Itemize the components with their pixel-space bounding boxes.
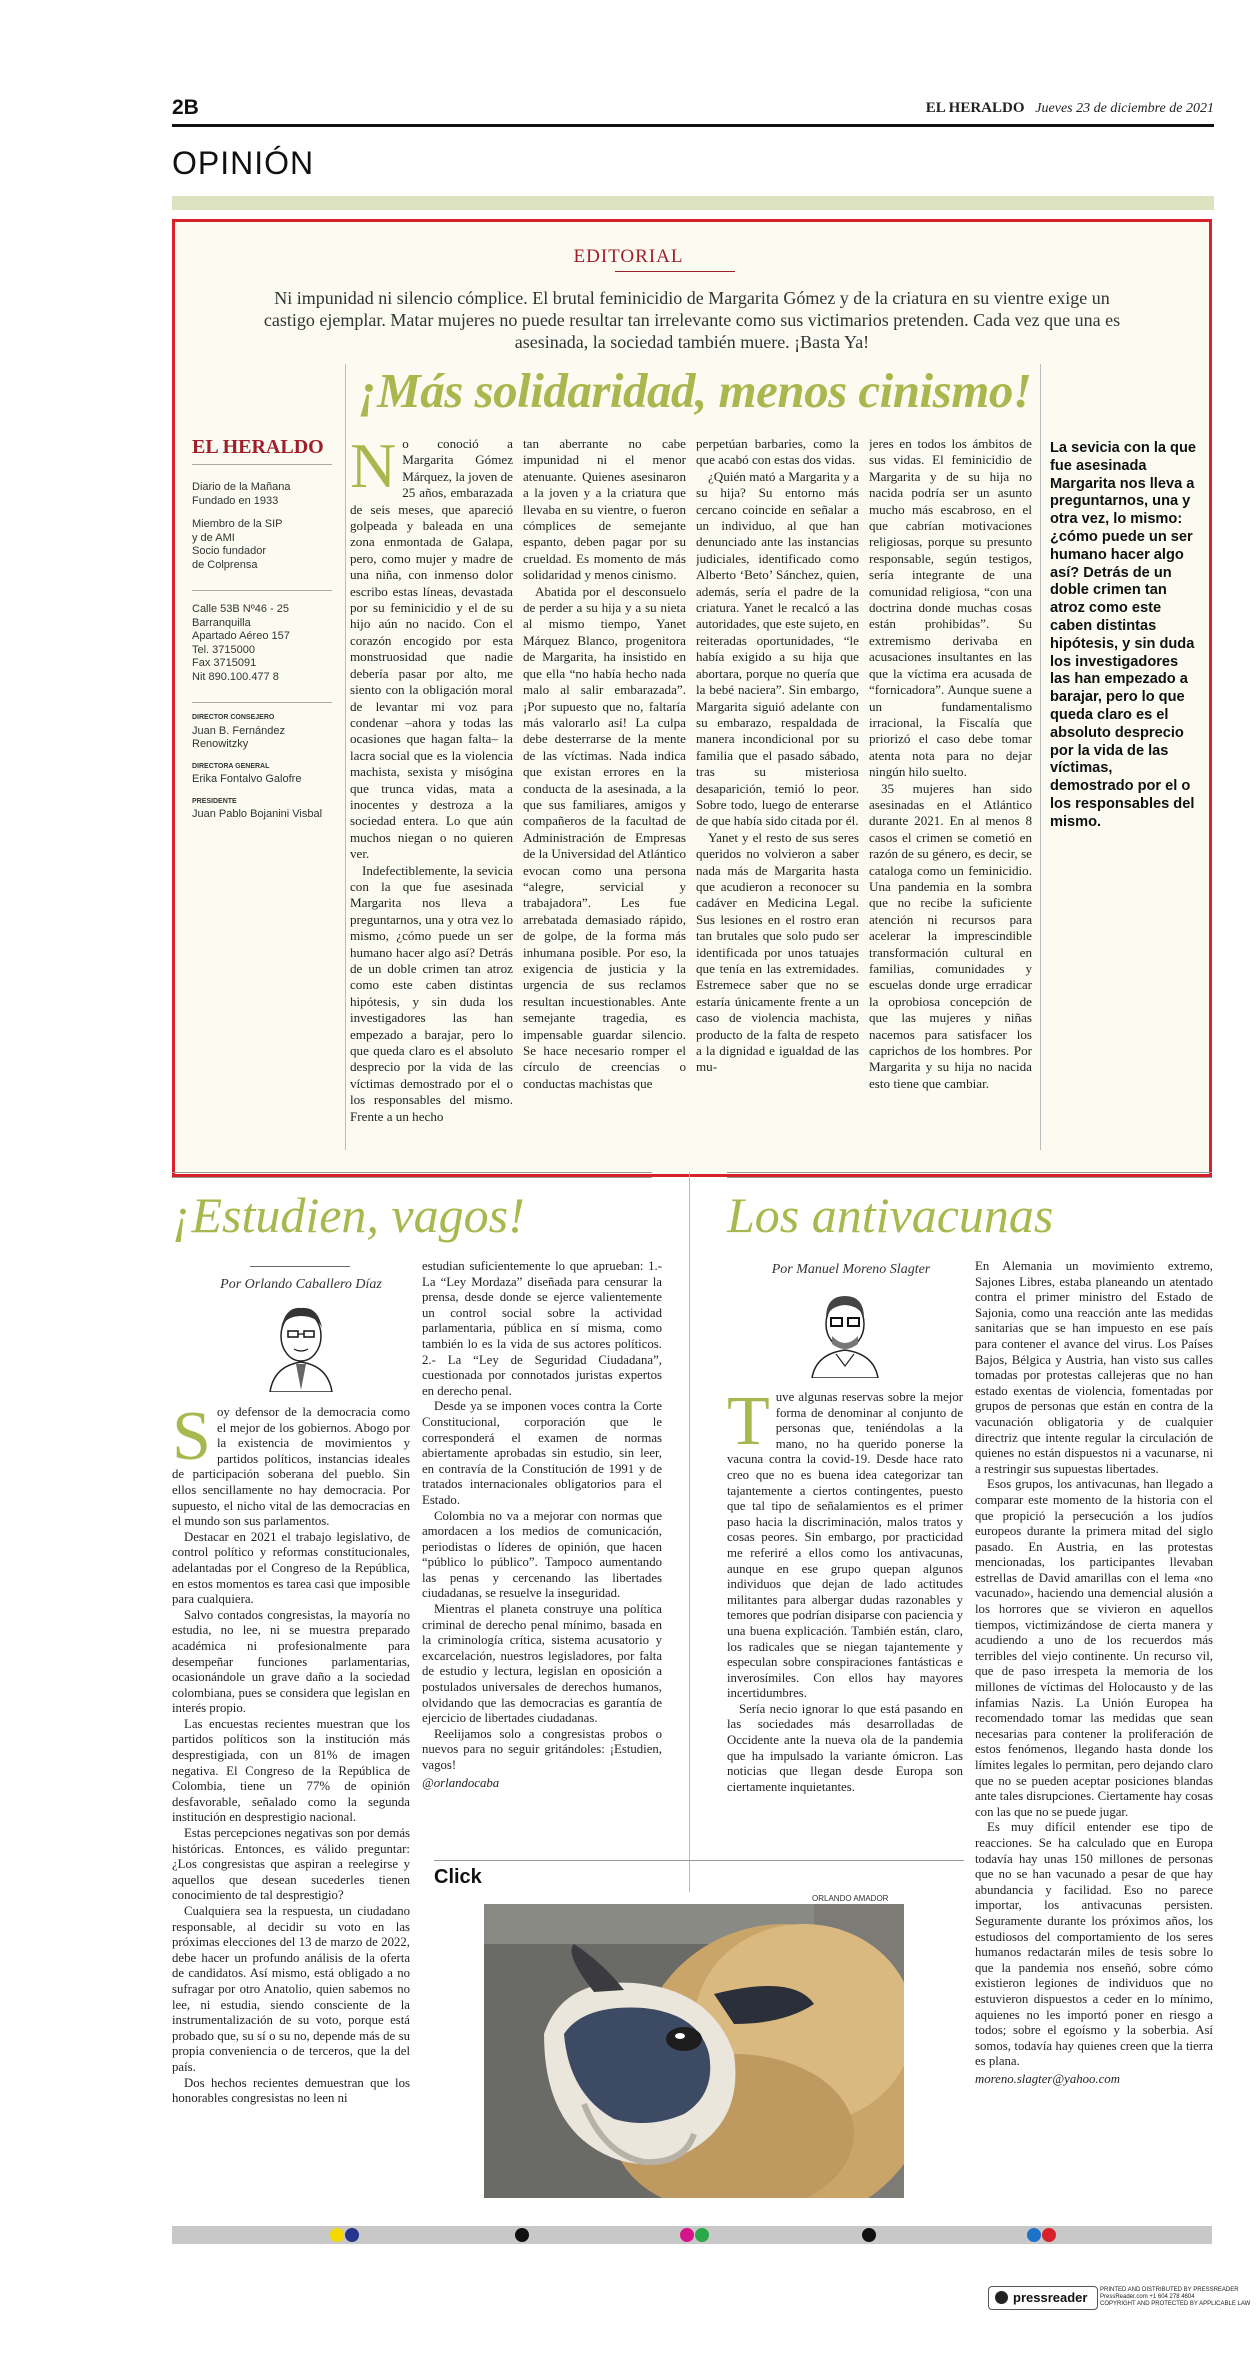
newspaper-name: EL HERALDO [925, 100, 1025, 116]
editorial-paragraph: tan aberrante no cabe impunidad ni el menor atenuante. Quienes asesinaron a la joven y a la criatura que llevaba en su vientre, o fueron cómplices de semejante espanto, deben pagar por su crueldad. Es momento de más solidaridad y menos cinismo. [523, 436, 686, 583]
registration-dot-magenta [680, 2228, 694, 2242]
masthead-line: Socio fundador [192, 545, 266, 557]
editorial-paragraph: o conoció a Margarita Gómez Márquez, la joven de 25 años, embarazada de seis meses, que apareció golpeada y baleada en una zona enmontada de Galapa, pero, como mujer y madre de una niña, con inmenso dolor escribo estas líneas, devastada por su feminicidio y el de su hijo aún no nacido. Con el corazón encogido por esta monstruosidad que nadie debería pasar por alto, me siento con la obligación moral de levantar mi voz para condenar –ahora y todas las ocasiones que hagan falta– la lacra social que es la violencia machista, sexista y misógina que trunca vidas, mata a inocentes y destroza a la sociedad entera. Lo que aún muchos niegan o no quieren ver. [350, 436, 513, 862]
author-portrait-caballero [262, 1300, 340, 1392]
section-green-band [172, 196, 1214, 210]
column-left-byline: Por Orlando Caballero Díaz [220, 1277, 382, 1292]
column-paragraph: estudian suficientemente lo que aprueban: 1.- La “Ley Mordaza” diseñada para censurar la prensa, desde donde se ejerce valientemente un control social sobre la actividad parlamentaria, pública en sí misma, como también lo es la vida de sus actores políticos. 2.- La “Ley de Seguridad Ciudadana”, cuestionada por connotados juristas expertos en derecho penal. [422, 1259, 662, 1398]
column-paragraph: oy defensor de la democracia como el mejor de los gobiernos. Abogo por la existencia de movimientos y partidos políticos, instancias ideales de participación soberana del pueblo. Sin ellos sencillamente no hay democracia. Por supuesto, el nicho vital de las democracias en el mundo son sus parlamentos. [172, 1405, 410, 1529]
staff-name: Juan Pablo Bojanini Visbal [192, 808, 323, 820]
sheep-photo [484, 1904, 904, 2198]
column-paragraph: Destacar en 2021 el trabajo legislativo, de control político y reformas constitucionales, adelantadas por el Congreso de la República, en estos momentos es tarea casi que imposible para cualquiera. [172, 1529, 410, 1607]
staff-name: Erika Fontalvo Galofre [192, 773, 302, 785]
editorial-paragraph: ¿Quién mató a Margarita y a su hija? Su entorno más cercano coincide en señalar a un individuo, al que han denunciado ante las instancias judiciales, identificado como Alberto ‘Beto’ Sánchez, quien, además, sería el padre de la criatura. Yanet le recalcó a las autoridades, que este sujeto, en reiteradas oportunidades, “le había exigido a su hija que abortara, porque no quería que la bebé naciera”. Sin embargo, Margarita siguió adelante con su embarazo, respaldada de manera incondicional por su familia que el pasado sábado, tras su misteriosa desaparición, temió lo peor. Sobre todo, luego de enterarse de que había sido citada por él. [696, 468, 859, 829]
issue-date: Jueves 23 de diciembre de 2021 [1035, 101, 1214, 116]
header-rule [172, 124, 1214, 127]
column-left-dropcap: S [172, 1405, 211, 1475]
masthead-line: y de AMI [192, 531, 235, 544]
editorial-column-2 [523, 436, 686, 1148]
editorial-deck: Ni impunidad ni silencio cómplice. El brutal feminicidio de Margarita Gómez y de la criatura en su vientre exige un castigo ejemplar. Matar mujeres no puede resultar tan irrelevante como sus victimarios pretenden. Cada vez que una es asesinada, la sociedad también muere. ¡Basta Ya! [263, 288, 1121, 352]
masthead-name: EL HERALDO [192, 436, 324, 458]
column-left-body-1 [172, 1405, 410, 2165]
masthead-line: de Colprensa [192, 558, 258, 571]
headline-rule-left [345, 364, 346, 1150]
column-paragraph: Mientras el planeta construye una política criminal de derecho penal mínimo, basada en la criminología crítica, sistema acusatorio y excarcelación, nuestros legisladores, por falta de estudio y lectura, legislan en oposición a postulados universales de derechos humanos, olvidando que las democracias es garantía de ejercicio de libertades ciudadanas. [422, 1602, 662, 1726]
editorial-paragraph: 35 mujeres han sido asesinadas en el Atlántico durante 2021. En al menos 8 casos el crimen se cometió en razón de su género, es decir, se cataloga como un feminicidio. Una pandemia en la sombra que no recibe la suficiente atención ni recursos para acelerar la imprescindible transformación cultural en familias, comunidades y escuelas donde urge erradicar la oprobiosa concepción de que las mujeres y niñas nacemos para satisfacer los caprichos de los hombres. Por Margarita y su hija no nacida esto tiene que cambiar. [869, 780, 1032, 1091]
column-left-title: ¡Estudien, vagos! [172, 1187, 525, 1243]
staff-role: DIRECTOR CONSEJERO [192, 714, 275, 721]
registration-dot-red [1042, 2228, 1056, 2242]
click-top-rule [434, 1860, 964, 1861]
editorial-paragraph: Indefectiblemente, la sevicia con la que fue asesinada Margarita nos lleva a preguntarnos, una y otra vez lo mismo, ¿cómo puede un ser humano hacer algo así? Detrás de un doble crimen tan atroz como este caben distintas hipótesis, y sin duda los investigadores las han empezado a barajar, pero lo que queda claro es el absoluto desprecio por la vida de las víctimas demostrado por el o los responsables del mismo. Frente a un hecho [350, 862, 513, 1124]
editorial-kicker: EDITORIAL [573, 246, 684, 267]
column-paragraph: En Alemania un movimiento extremo, Sajones Libres, estaba planeando un atentado contra el primer ministro del Estado de Sajonia, como una reacción ante las medidas sanitarias que se han impuesto en ese país para contener el avance del virus. Los Países Bajos, Bélgica y Austria, han visto sus calles tomadas por protestas callejeras que no han estado exentas de violencia, fomentadas por grupos de personas que están en contra de la vacunación obligatoria y de cualquier directriz que intente regular la circulación de quienes no están dispuestos ni a vacunarse, ni a restringir sus supuestas libertades. [975, 1259, 1213, 1476]
registration-dot-black [515, 2228, 529, 2242]
pressreader-printed: PRINTED AND DISTRIBUTED BY PRESSREADER [1100, 2287, 1239, 2293]
editorial-column-4 [869, 436, 1032, 1148]
column-right-dropcap: T [727, 1390, 770, 1460]
column-top-rule-left [172, 1172, 652, 1173]
column-right-body-1 [727, 1390, 963, 1850]
page-number: 2B [172, 96, 199, 119]
masthead-address: Barranquilla [192, 616, 251, 629]
byline-rule [250, 1266, 350, 1267]
column-paragraph: Cualquiera sea la respuesta, un ciudadano responsable, al decidir su voto en las próximas elecciones del 13 de marzo de 2022, debe hacer un profundo análisis de la oferta de candidatos. Así mismo, está obligado a no sufragar por otro Anatolio, quien sabemos no lee, ni estudia, siendo consciente de la instrumentalización de su voto, porque está probado que, su sí o su no, depende más de su propia conveniencia o de terceros, que la del país. [172, 1904, 410, 2074]
registration-dot-green [695, 2228, 709, 2242]
column-paragraph: Dos hechos recientes demuestran que los honorables congresistas no leen ni [172, 2075, 410, 2106]
pressreader-badge[interactable] [988, 2286, 1098, 2310]
column-paragraph: Colombia no va a mejorar con normas que amordacen a los medios de comunicación, periodistas o líderes de opinión, que hacen “público lo público”. Tampoco aumentando las penas y cercenando las libertades ciudadanas, se resuelve la inseguridad. [422, 1508, 662, 1601]
editorial-pullquote: La sevicia con la que fue asesinada Margarita nos lleva a preguntarnos, una y otra vez, lo mismo: ¿cómo puede un ser humano hacer algo así? Detrás de un doble crimen tan atroz como este caben distintas hipótesis, y sin duda los investigadores las han empezado a barajar, pero lo que queda claro es el absoluto desprecio por la vida de las víctimas, demostrado por el o los responsables del mismo. [1050, 440, 1197, 830]
masthead-rule [192, 590, 332, 591]
column-top-rule-right [727, 1172, 1212, 1173]
editorial-paragraph: jeres en todos los ámbitos de sus vidas. El feminicidio de Margarita y de su hija no nacida podría ser un asunto mucho más escabroso, en el que cabrían motivaciones religiosas, porque su presunto responsable, según testigos, sería integrante de una comunidad religiosa, “con una doctrina donde muchas cosas están prohibidas”. Su extremismo derivaba en acusaciones insultantes en las que la víctima era acusada de “fornicadora”. Aunque suene a un fundamentalismo irracional, la Fiscalía que priorizó el caso debe tomar atenta nota para no dejar ningún hilo suelto. [869, 436, 1032, 780]
pressreader-copyright: COPYRIGHT AND PROTECTED BY APPLICABLE LAW [1100, 2301, 1251, 2307]
masthead-address: Fax 3715091 [192, 657, 257, 669]
kicker-rule [615, 271, 735, 272]
column-left-body-2 [422, 1259, 662, 1859]
masthead-details [192, 481, 332, 822]
masthead-rule [192, 702, 332, 703]
headline-rule-right [1040, 364, 1041, 1150]
column-paragraph: Sería necio ignorar lo que está pasando en las sociedades más desarrolladas de Occidente ante la nueva ola de la pandemia que ha impulsado la variante ómicron. Las noticias que llegan desde Europa son ciertamente inquietantes. [727, 1701, 963, 1794]
pressreader-icon [995, 2291, 1008, 2304]
pressreader-legal [1100, 2287, 1250, 2308]
registration-dot-blue [345, 2228, 359, 2242]
author-email[interactable]: moreno.slagter@yahoo.com [975, 2071, 1120, 2086]
column-top-rule-left-2 [172, 1177, 652, 1178]
editorial-headline: ¡Más solidaridad, menos cinismo! [358, 363, 1032, 418]
editorial-dropcap: N [350, 436, 397, 501]
editorial-column-3 [696, 436, 859, 1148]
masthead-box [192, 436, 332, 822]
staff-name: Juan B. Fernández Renowitzky [192, 724, 285, 750]
editorial-paragraph: Abatida por el desconsuelo de perder a su hija y a su nieta al mismo tiempo, Yanet Márquez Blanco, progenitora de Margarita, ha insistido en que ella “no había hecho nada malo al salir embarazada”. ¡Por supuesto que no, faltaría más valorarlo así! La culpa debe desterrarse de la mente de las víctimas. Nada indica que existan errores en la conducta de la asesinada, a la que sus familiares, amigos y compañeros de la facultad de Administración de Empresas de la Universidad del Atlántico evocan como una persona “alegre, servicial y trabajadora”. Les fue arrebatada demasiado rápido, de golpe, de la forma más inhumana posible. Por eso, la exigencia de justicia y la urgencia de sus reclamos resultan incuestionables. Ante semejante tragedia, es impensable guardar silencio. Se hace necesario romper el círculo de creencias o conductas machistas que [523, 583, 686, 1091]
column-paragraph: uve algunas reservas sobre la mejor forma de denominar al conjunto de personas que, teniéndolas a la mano, no ha querido ponerse la vacuna contra la covid-19. Desde hace rato creo que no es buena idea categorizar tan tajantemente a ciertos contingentes, puesto que tal tipo de señalamientos es el primer paso hacia la discriminación, malos tratos y cosas peores. Sin embargo, por practicidad me referiré a ellos como los antivacunas, aunque en ese grupo quepan algunos individuos que dejan de lado actitudes militantes para albergar dudas razonables y temores que podrían disiparse con paciencia y una buena explicación. También están, claro, los radicales que se niegan tajantemente y especulan sobre conspiraciones fantásticas e inverosímiles. Con ellos hay mayores incertidumbres. [727, 1390, 963, 1701]
column-paragraph: Esos grupos, los antivacunas, han llegado a comparar este momento de la historia con el que propició la persecución a los judíos europeos durante la primera mitad del siglo pasado. En Austria, en las protestas mencionadas, los participantes llevaban estrellas de David amarillas con el lema «no vacunado», haciendo una demencial alusión a los horrores que se vivieron en aquellos tiempos, victimizándose de cierta manera y acudiendo a uno de los recuerdos más terribles del viejo continente. Un recurso vil, que de paso irrespeta la memoria de los millones de víctimas del Holocausto y de las infamias Nazis. La Unión Europea ha recomendado tomar las medidas que sean necesarias para contener la proliferación de estos fenómenos, llegando hasta donde los límites legales lo permitan, pero dejando claro que no se pueden aceptar posiciones blandas ante tales disrupciones. Ciertamente hay cosas con las que no se puede jugar. [975, 1477, 1213, 1819]
click-label: Click [434, 1866, 482, 1888]
registration-dot-blue [1027, 2228, 1041, 2242]
author-handle[interactable]: @orlandocaba [422, 1775, 500, 1790]
column-paragraph: Es muy difícil entender ese tipo de reacciones. Se ha calculado que en Europa todavía hay unas 150 millones de personas que no se han vacunado a pesar de que hay abundancia y facilidad. Eso no parece importar, los antivacunas persisten. Seguramente durante los próximos años, los estudiosos del comportamiento de los seres humanos redactarán miles de tesis sobre lo que la pandemia nos enseñó, sobre cómo existieron legiones de individuos que no estuvieron dispuestos a ceder en lo mínimo, aquienes no les importó poner en riesgo a todos; sobre el egoísmo y la soberbia. Así somos, todavía hay quienes creen que la tierra es plana. [975, 1820, 1213, 2069]
masthead-address: Apartado Aéreo 157 [192, 630, 290, 642]
column-right-title: Los antivacunas [727, 1187, 1054, 1243]
registration-dot-black [862, 2228, 876, 2242]
staff-role: DIRECTORA GENERAL [192, 762, 270, 770]
editorial-paragraph: perpetúan barbaries, como la que acabó con estas dos vidas. [696, 436, 859, 468]
editorial-column-1 [350, 436, 513, 1148]
masthead-address: Tel. 3715000 [192, 643, 255, 656]
pressreader-brand: pressreader [1013, 2290, 1088, 2305]
masthead-line: Diario de la Mañana [192, 481, 291, 493]
editorial-paragraph: Yanet y el resto de sus seres queridos no volvieron a saber nada más de Margarita hasta que acudieron a reconocer su cadáver en Medicina Legal. Sus lesiones en el rostro eran tan brutales que solo pudo ser identificada por unos tatuajes que tenía en las extremidades. Estremece saber que no se estaría únicamente frente a un caso de violencia machista, producto de la falta de respeto a la dignidad e igualdad de las mu- [696, 829, 859, 1075]
column-divider [689, 1172, 690, 1892]
author-portrait-moreno [806, 1288, 884, 1378]
column-paragraph: Salvo contados congresistas, la mayoría no estudia, no lee, ni se muestra preparado académica ni profesionalmente para desempeñar funciones parlamentarias, ocasionándole un grave daño a la sociedad colombiana, pues se considera que legislan en interés propio. [172, 1607, 410, 1716]
column-paragraph: Reelijamos solo a congresistas probos o nuevos para no seguir gritándoles: ¡Estudien, vagos! [422, 1726, 662, 1772]
column-top-rule-right-2 [727, 1177, 1212, 1178]
staff-role: PRESIDENTE [192, 797, 237, 805]
column-paragraph: Las encuestas recientes muestran que los partidos políticos son la institución más desprestigiada, con un 81% de imagen negativa. El Congreso de la República de Colombia, tiene un 77% de opinión desfavorable, señalado como la segunda institución en desprestigio nacional. [172, 1716, 410, 1825]
header-masthead [926, 98, 1214, 117]
column-right-body-2 [975, 1259, 1213, 2219]
masthead-line: Miembro de la SIP [192, 518, 283, 530]
pressreader-site[interactable]: PressReader.com +1 604 278 4604 [1100, 2294, 1195, 2300]
registration-dot-yellow [330, 2228, 344, 2242]
column-right-byline: Por Manuel Moreno Slagter [771, 1262, 931, 1277]
masthead-address: Nit 890.100.477 8 [192, 670, 279, 683]
column-paragraph: Estas percepciones negativas son por demás históricas. Entonces, es válido preguntar: ¿Los congresistas que aspiran a reelegirse y aquellos que desean sucederles tienen conocimiento de tal desprestigio? [172, 1826, 410, 1903]
section-title: OPINIÓN [172, 145, 315, 181]
photo-credit: ORLANDO AMADOR [812, 1894, 889, 1903]
masthead-address: Calle 53B Nº46 - 25 [192, 603, 289, 615]
column-paragraph: Desde ya se imponen voces contra la Corte Constitucional, corporación que le corresponderá el examen de normas abiertamente aprobadas sin estudio, sin leer, en contravía de la Constitución de 1991 y de tratados internacionales obligatorios para el Estado. [422, 1399, 662, 1507]
masthead-line: Fundado en 1933 [192, 494, 279, 507]
masthead-rule [192, 464, 332, 465]
